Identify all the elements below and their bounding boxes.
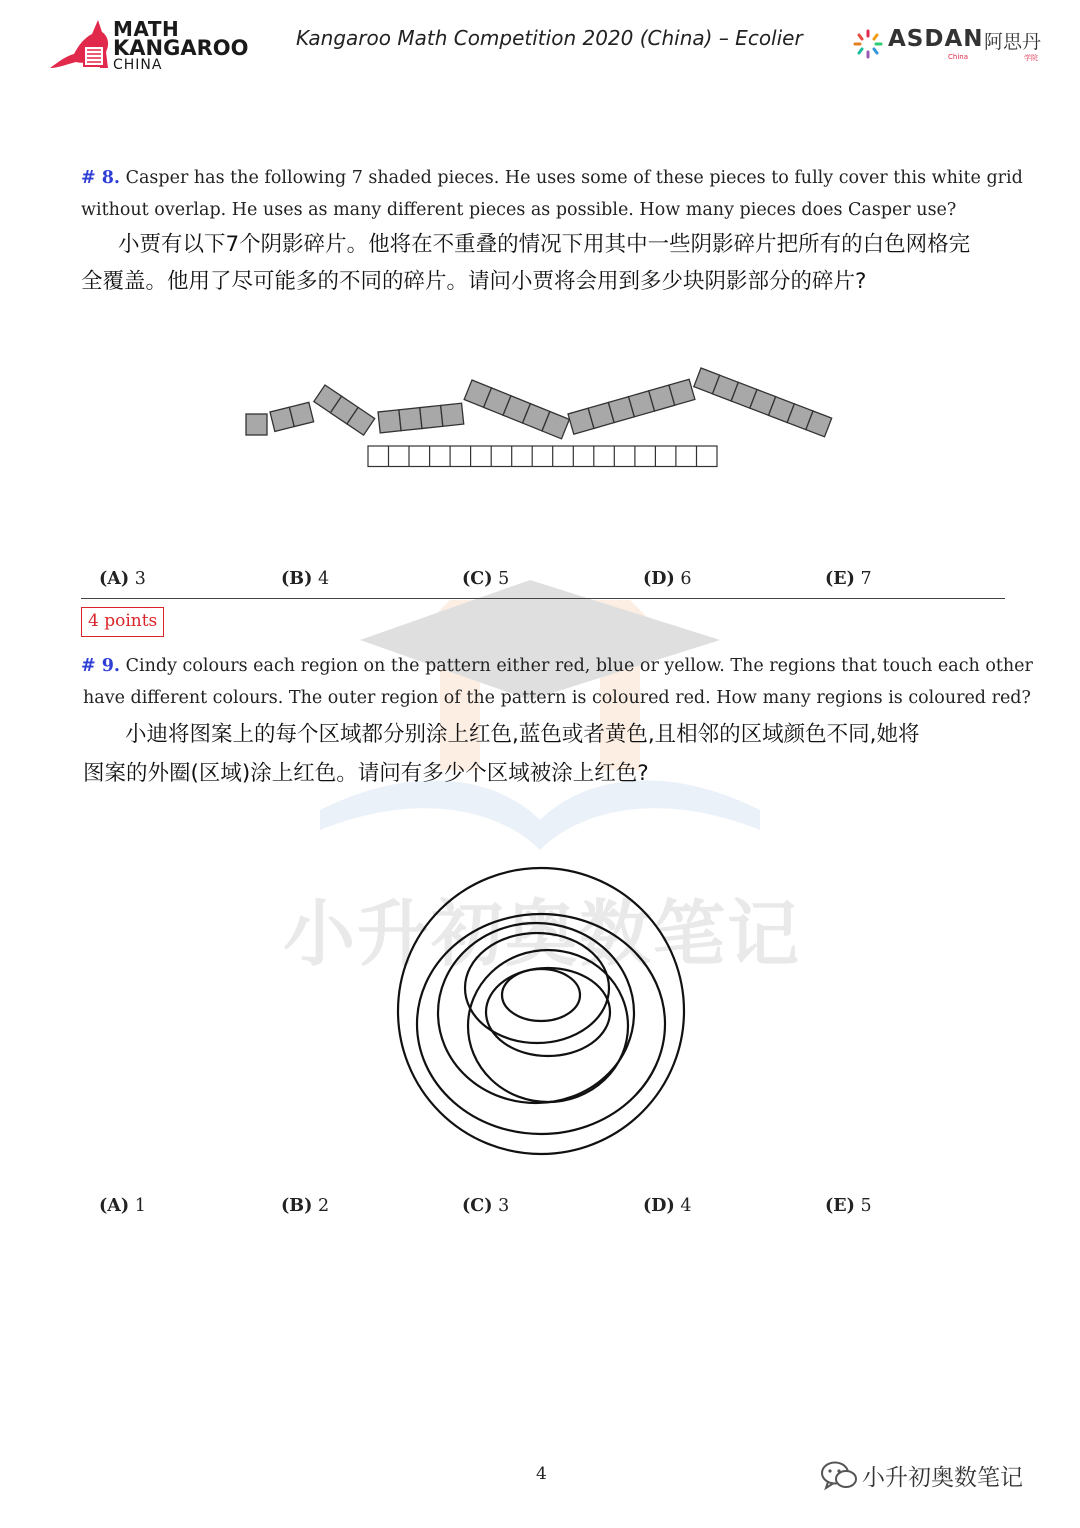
choice-label: (D): [643, 569, 675, 589]
choice-value: 5: [860, 1196, 872, 1216]
choice-value: 5: [498, 569, 510, 589]
q9-english-line-1: [81, 650, 1033, 682]
choice-value: 1: [134, 1196, 146, 1216]
choice-label: (B): [281, 569, 313, 589]
outer-circle: [398, 868, 684, 1154]
choice-value: 2: [317, 1196, 330, 1216]
piece-2: [270, 402, 314, 431]
choice-label: (B): [281, 1196, 313, 1216]
math-kangaroo-logo-text: [113, 17, 249, 73]
choice-label: (E): [825, 569, 855, 589]
ring-7: [502, 969, 580, 1021]
q8-figure: [240, 360, 850, 475]
white-grid: [368, 446, 717, 467]
q9-choice-b[interactable]: [281, 1196, 329, 1216]
piece-6: [568, 379, 695, 434]
q8-chinese-line-1: 小贾有以下7个阴影碎片。他将在不重叠的情况下用其中一些阴影碎片把所有的白色网格完: [118, 232, 971, 257]
watermark-text: 小升初奥数笔记: [283, 892, 802, 976]
choice-value: 3: [498, 1196, 510, 1216]
q8-choice-e[interactable]: [825, 569, 872, 589]
logo-line-2: KANGAROO: [113, 36, 249, 60]
asdan-subtitle-right: 学院: [1024, 54, 1038, 62]
piece-7: [694, 368, 832, 437]
choice-value: 4: [680, 1196, 692, 1216]
q9-figure: [390, 860, 692, 1162]
points-badge: 4 points: [81, 607, 164, 637]
q9-english-line-2: have different colours. The outer region of the pattern is coloured red. How many regions is coloured red?: [83, 688, 1031, 708]
q8-choice-c[interactable]: [462, 569, 509, 589]
q9-choice-d[interactable]: [643, 1196, 691, 1216]
math-kangaroo-logo-icon: [48, 16, 114, 72]
q9-chinese-line-2: 图案的外圈(区域)涂上红色。请问有多少个区域被涂上红色?: [83, 761, 649, 786]
section-divider: [81, 598, 1005, 599]
ring-5: [465, 933, 609, 1043]
choice-label: (D): [643, 1196, 675, 1216]
choice-label: (E): [825, 1196, 855, 1216]
q8-choice-b[interactable]: [281, 569, 329, 589]
q8-choice-a[interactable]: [99, 569, 146, 589]
q9-chinese-line-1: 小迪将图案上的每个区域都分别涂上红色,蓝色或者黄色,且相邻的区域颜色不同,她将: [125, 722, 920, 747]
asdan-name: ASDAN: [888, 26, 984, 52]
q9-choice-a[interactable]: [99, 1196, 146, 1216]
q8-chinese-line-2: 全覆盖。他用了尽可能多的不同的碎片。请问小贾将会用到多少块阴影部分的碎片?: [81, 269, 867, 294]
piece-4: [378, 403, 464, 433]
q8-english-text-1: Casper has the following 7 shaded pieces. He uses some of these pieces to fully cover this white grid: [125, 168, 1023, 188]
choice-value: 3: [134, 569, 146, 589]
piece-1: [246, 414, 267, 435]
piece-5: [464, 380, 569, 439]
wechat-icon: [820, 1460, 858, 1492]
q9-choice-e[interactable]: [825, 1196, 872, 1216]
choice-value: 6: [680, 569, 692, 589]
q9-choice-c[interactable]: [462, 1196, 509, 1216]
choice-value: 4: [317, 569, 330, 589]
q8-english-line-2: without overlap. He uses as many different pieces as possible. How many pieces does Casper use?: [81, 200, 957, 220]
choice-label: (C): [462, 1196, 493, 1216]
choice-label: (A): [99, 1196, 130, 1216]
wechat-account-name: 小升初奥数笔记: [862, 1465, 1023, 1491]
logo-line-3: CHINA: [113, 57, 163, 73]
q8-number: # 8.: [81, 168, 121, 188]
asdan-logo-icon: [852, 28, 884, 60]
choice-label: (C): [462, 569, 493, 589]
asdan-chinese-name: 阿思丹: [984, 31, 1042, 53]
asdan-subtitle-left: China: [948, 53, 968, 61]
q8-english-line-1: [81, 162, 1023, 194]
piece-3: [314, 385, 375, 435]
logo-line-1: MATH: [113, 17, 180, 41]
choice-value: 7: [860, 569, 872, 589]
ring-4: [468, 950, 628, 1102]
page-number: 4: [536, 1464, 547, 1484]
choice-label: (A): [99, 569, 130, 589]
q9-english-text-1: Cindy colours each region on the pattern either red, blue or yellow. The regions that touch each other: [125, 656, 1033, 676]
q8-choice-d[interactable]: [643, 569, 691, 589]
header-title: Kangaroo Math Competition 2020 (China) – Ecolier: [296, 26, 803, 50]
q9-number: # 9.: [81, 656, 121, 676]
